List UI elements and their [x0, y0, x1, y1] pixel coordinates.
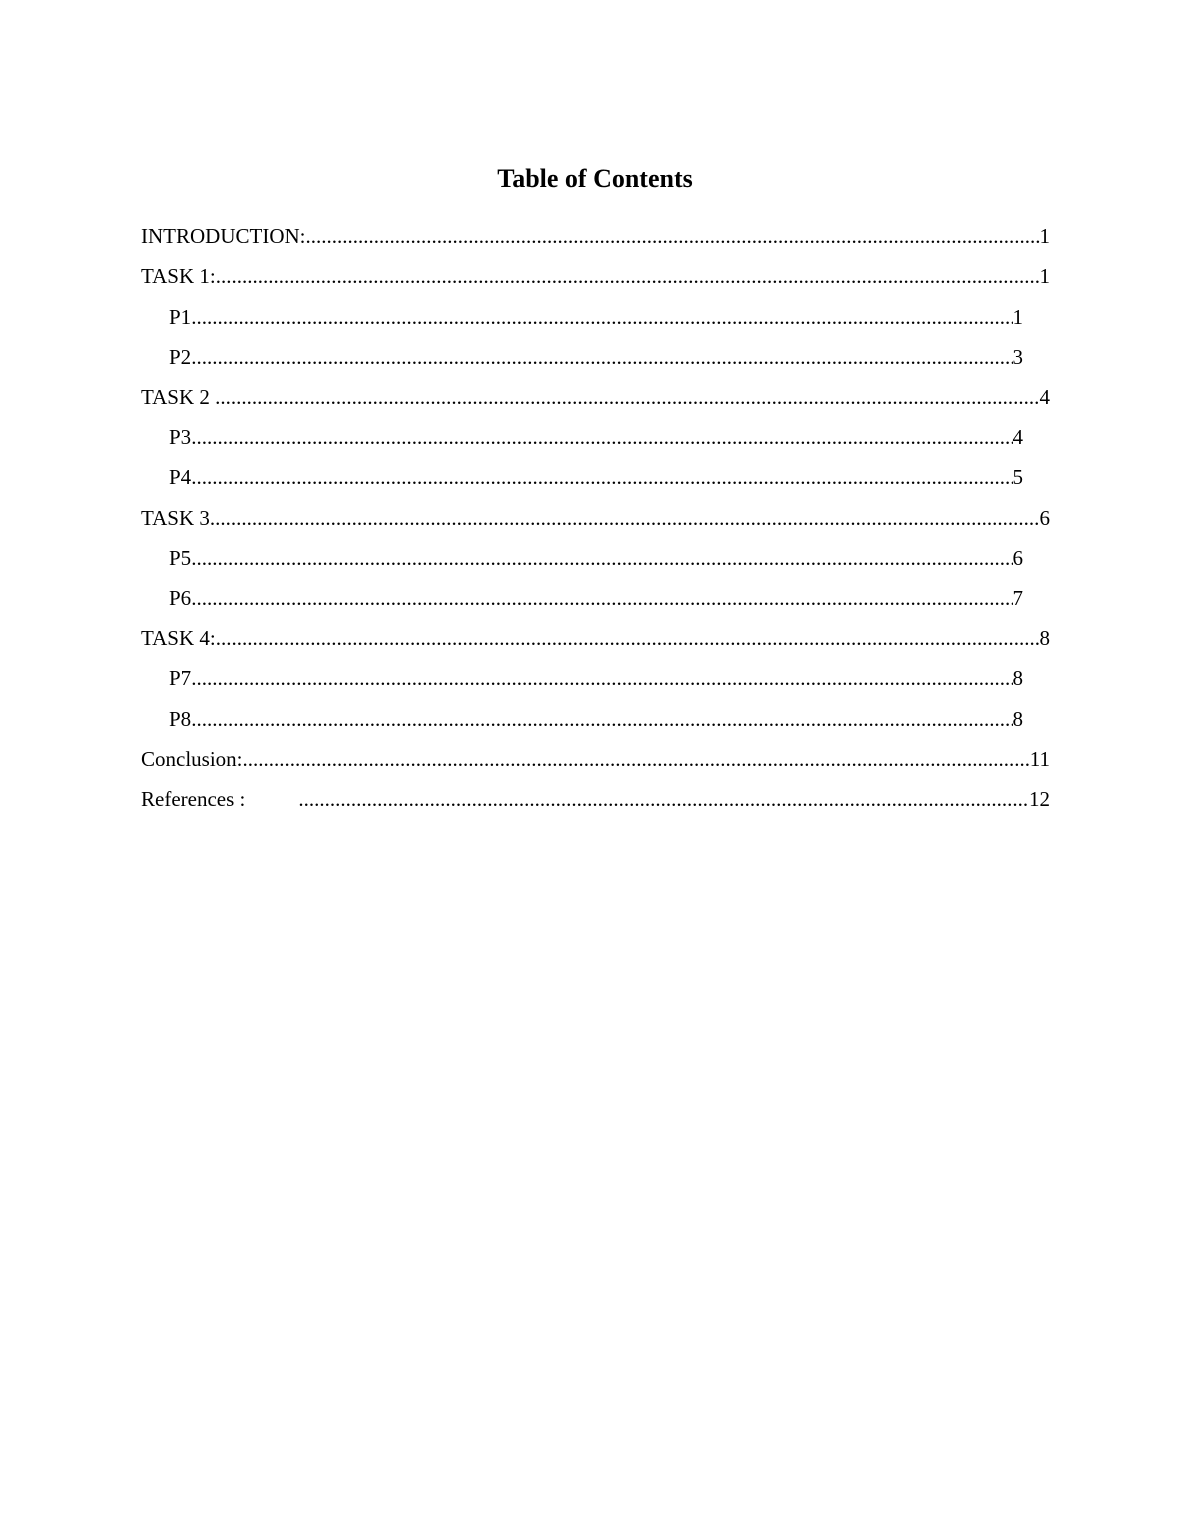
toc-entry-page: 11 [1029, 747, 1050, 771]
toc-leader-dots [191, 462, 1012, 492]
toc-entry-label: INTRODUCTION: [141, 224, 306, 248]
toc-entry-page: 5 [1012, 465, 1023, 489]
toc-entry-page: 7 [1012, 586, 1023, 610]
toc-entry-page: 6 [1012, 546, 1023, 570]
toc-entry-p2[interactable] [169, 342, 1023, 372]
toc-entry-page: 1 [1012, 305, 1023, 329]
toc-entry-p8[interactable] [169, 704, 1023, 734]
toc-entry-p1[interactable] [169, 302, 1023, 332]
toc-entry-page: 1 [1039, 224, 1050, 248]
toc-entry-label: TASK 1: [141, 264, 216, 288]
toc-entry-label: TASK 4: [141, 626, 216, 650]
toc-leader-dots [298, 784, 1029, 814]
toc-entry-page: 4 [1012, 425, 1023, 449]
toc-entry-label: P6 [169, 586, 192, 610]
toc-entry-p6[interactable] [169, 583, 1023, 613]
toc-entry-label: P5 [169, 546, 192, 570]
toc-leader-dots [210, 503, 1040, 533]
toc-entry-label: Conclusion: [141, 747, 243, 771]
toc-entry-page: 6 [1039, 506, 1050, 530]
toc-entry-task-2[interactable] [141, 382, 1050, 412]
toc-entry-page: 3 [1012, 345, 1023, 369]
toc-leader-dots [191, 422, 1012, 452]
toc-title: Table of Contents [497, 164, 693, 193]
toc-entry-introduction[interactable] [141, 221, 1050, 251]
toc-leader-dots [191, 663, 1012, 693]
toc-entry-label: TASK 2 [141, 385, 216, 409]
toc-entry-page: 1 [1039, 264, 1050, 288]
toc-entry-task-4[interactable] [141, 623, 1050, 653]
toc-entry-p5[interactable] [169, 543, 1023, 573]
toc-leader-dots [191, 583, 1012, 613]
toc-entry-label: P8 [169, 707, 192, 731]
toc-leader-dots [215, 382, 1039, 412]
toc-leader-dots [191, 342, 1012, 372]
toc-entry-task-3[interactable] [141, 503, 1050, 533]
toc-entry-page: 8 [1012, 666, 1023, 690]
toc-entry-page: 8 [1039, 626, 1050, 650]
toc-entry-label: P1 [169, 305, 192, 329]
toc-entry-label: TASK 3 [141, 506, 210, 530]
toc-leader-dots [216, 261, 1040, 291]
toc-entry-conclusion[interactable] [141, 744, 1050, 774]
toc-leader-dots [305, 221, 1039, 251]
toc-entry-p7[interactable] [169, 663, 1023, 693]
toc-entry-label: References : [141, 787, 246, 811]
toc-entry-page: 4 [1039, 385, 1050, 409]
toc-entry-task-1[interactable] [141, 261, 1050, 291]
toc-entry-label: P4 [169, 465, 192, 489]
toc-leader-dots [191, 704, 1012, 734]
toc-leader-dots [191, 302, 1012, 332]
toc-entry-label: P2 [169, 345, 192, 369]
toc-entry-page: 8 [1012, 707, 1023, 731]
toc-entry-p4[interactable] [169, 462, 1023, 492]
toc-entry-p3[interactable] [169, 422, 1023, 452]
toc-leader-dots [216, 623, 1040, 653]
toc-leader-dots [191, 543, 1012, 573]
toc-entry-label: P3 [169, 425, 192, 449]
toc-entry-label: P7 [169, 666, 192, 690]
toc-entry-references[interactable] [141, 784, 1050, 814]
toc-entry-page: 12 [1029, 787, 1050, 811]
toc-leader-dots [243, 744, 1030, 774]
